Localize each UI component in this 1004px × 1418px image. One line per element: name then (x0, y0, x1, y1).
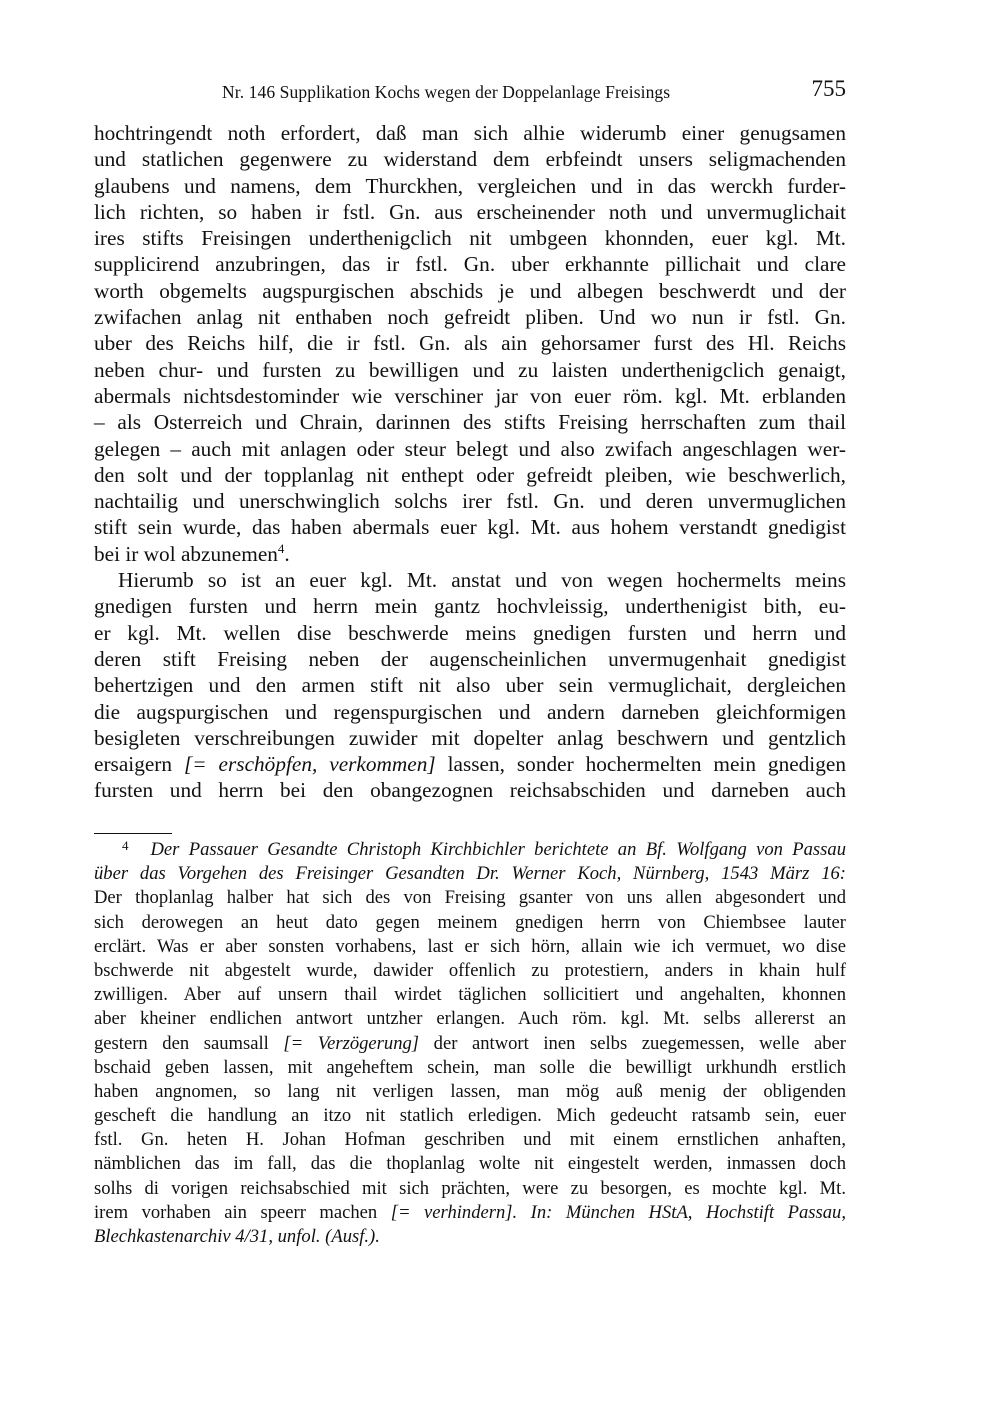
running-header (94, 76, 846, 106)
text-line: lich richten, so haben ir fstl. Gn. aus erscheinender noth und unvermuglichait (94, 199, 846, 224)
footnote-line: haben angnomen, so lang nit verligen lassen, man mög auß menig der obligenden (94, 1080, 846, 1102)
text-line: deren stift Freising neben der augenscheinlichen unvermugenhait gnedigist (94, 646, 846, 671)
text-line: den solt und der topplanlag nit enthept oder gefreidt pleiben, wie beschwerlich, (94, 462, 846, 487)
text-line: besigleten verschreibungen zuwider mit dopelter anlag beschwern und gentzlich (94, 725, 846, 750)
running-title: Nr. 146 Supplikation Kochs wegen der Doppelanlage Freisings (222, 82, 671, 102)
text-line: supplicirend anzubringen, das ir fstl. Gn. uber erkhannte pillichait und clare (94, 252, 846, 277)
footnote-line (94, 1225, 846, 1249)
text-line: gnedigen fursten und herrn mein gantz hochvleissig, underthenigist bith, eu- (94, 594, 846, 619)
page-number: 755 (811, 76, 846, 101)
footnote-italic-text: Der Passauer Gesandte Christoph Kirchbichler berichtete an Bf. Wolfgang von Passau (150, 839, 846, 860)
text-line (94, 751, 846, 777)
footnote-line: nämblichen das im fall, das die thoplanlag wolte nit eingestelt werden, inmassen doch (94, 1153, 846, 1175)
text-line: und statlichen gegenwere zu widerstand dem erbfeindt unsers seligmachenden (94, 147, 846, 172)
text-fragment: gestern den saumsall (94, 1032, 284, 1054)
source-citation: Blechkastenarchiv 4/31, unfol. (Ausf.). (94, 1226, 380, 1247)
text-line: die augspurgischen und regenspurgischen und andern darneben gleichformigen (94, 699, 846, 724)
text-line: neben chur- und fursten zu bewilligen und zu laisten underthenigclich genaigt, (94, 357, 846, 382)
footnote-line (94, 1201, 846, 1225)
text-line: gelegen – auch mit anlagen oder steur belegt und also zwifach angeschlagen wer- (94, 436, 846, 461)
footnote-reference[interactable]: 4 (277, 540, 285, 556)
footnote-line: aber kheiner endlichen antwort untzher erlangen. Auch röm. kgl. Mt. selbs allererst an (94, 1008, 846, 1030)
text-line: Hierumb so ist an euer kgl. Mt. anstat und von wegen hochermelts meins (118, 568, 846, 593)
text-fragment: ersaigern (94, 752, 184, 777)
footnote-line: bschaid geben lassen, mit angeheftem schein, man solle die bewilligt urkhundh erstlich (94, 1056, 846, 1078)
footnote (94, 838, 846, 1249)
text-line: abermals nichtsdestominder wie verschiner jar von euer röm. kgl. Mt. erblanden (94, 383, 846, 408)
text-line: worth obgemelts augspurgischen abschids je und albegen beschwerdt und der (94, 278, 846, 303)
text-line: nachtailig und unerschwinglich solchs irer fstl. Gn. und deren unvermuglichen (94, 489, 846, 514)
footnote-line (94, 862, 846, 886)
text-line: ires stifts Freisingen underthenigclich nit umbgeen khonnden, euer kgl. Mt. (94, 226, 846, 251)
text-line: hochtringendt noth erfordert, daß man sich alhie widerumb einer genugsamen (94, 121, 846, 145)
footnote-line: fstl. Gn. heten H. Johan Hofman geschriben und mit einem ernstlichen anhaften, (94, 1129, 846, 1151)
footnote-line: bschwerde nit abgestelt wurde, dawider offenlich zu protestiern, anders in khain hulf (94, 959, 846, 981)
footnote-line: gescheft die handlung an itzo nit statlich erledigen. Mich gedeucht ratsamb sein, euer (94, 1105, 846, 1127)
text-line: glaubens und namens, dem Thurckhen, vergleichen und in das werckh furder- (94, 173, 846, 198)
text-line: behertzigen und den armen stift nit also uber sein vermuglichait, dergleichen (94, 673, 846, 698)
footnote-line: erclärt. Was er aber sonsten vorhabens, last er sich hörn, allain wie ich vermuet, wo dise (94, 935, 846, 957)
text-line (94, 541, 846, 567)
footnote-italic-text: über das Vorgehen des Freisinger Gesandten Dr. Werner Koch, Nürnberg, 1543 März 16: (94, 863, 846, 885)
text-fragment: der antwort inen selbs zuegemessen, welle aber (419, 1032, 846, 1054)
text-line: er kgl. Mt. wellen dise beschwerde meins gnedigen fursten und herrn und (94, 620, 846, 645)
footnote-number: 4 (122, 838, 129, 853)
editorial-gloss: [= erschöpfen, verkommen] (183, 752, 436, 777)
footnote-line: solhs di vorigen reichsabschied mit sich prächten, were zu besorgen, es mochte kgl. Mt. (94, 1177, 846, 1199)
text-line: fursten und herrn bei den obangezognen reichsabschiden und darneben auch (94, 778, 846, 803)
text-fragment: . (284, 541, 290, 566)
footnote-line (94, 1032, 846, 1056)
text-fragment: lassen, sonder hochermelten mein gnedigen (435, 752, 846, 777)
text-fragment: irem vorhaben ain speerr machen (94, 1201, 391, 1223)
source-citation: [= verhindern]. In: München HStA, Hochstift Passau, (390, 1201, 847, 1223)
text-fragment: bei ir wol abzunemen (94, 541, 278, 566)
text-line: – als Osterreich und Chrain, darinnen des stifts Freising herrschaften zum thail (94, 410, 846, 435)
footnote-line: sich derowegen an heut dato gegen meinem gnedigen herrn von Chiembsee lauter (94, 911, 846, 933)
text-line: stift sein wurde, das haben abermals euer kgl. Mt. aus hohem verstandt gnedigist (94, 515, 846, 540)
footnote-separator (94, 833, 172, 834)
text-line: zwifachen anlag nit enthaben noch gefreidt pliben. Und wo nun ir fstl. Gn. (94, 305, 846, 330)
editorial-gloss: [= Verzögerung] (283, 1032, 420, 1054)
text-line: uber des Reichs hilf, die ir fstl. Gn. als ain gehorsamer furst des Hl. Reichs (94, 331, 846, 356)
footnote-line: zwilligen. Aber auf unsern thail wirdet täglichen sollicitiert und angehalten, khonnen (94, 984, 846, 1006)
footnote-line (94, 838, 846, 862)
main-text (94, 120, 846, 804)
footnote-line: Der thoplanlag halber hat sich des von Freising gsanter von uns allen abgesondert und (94, 887, 846, 909)
